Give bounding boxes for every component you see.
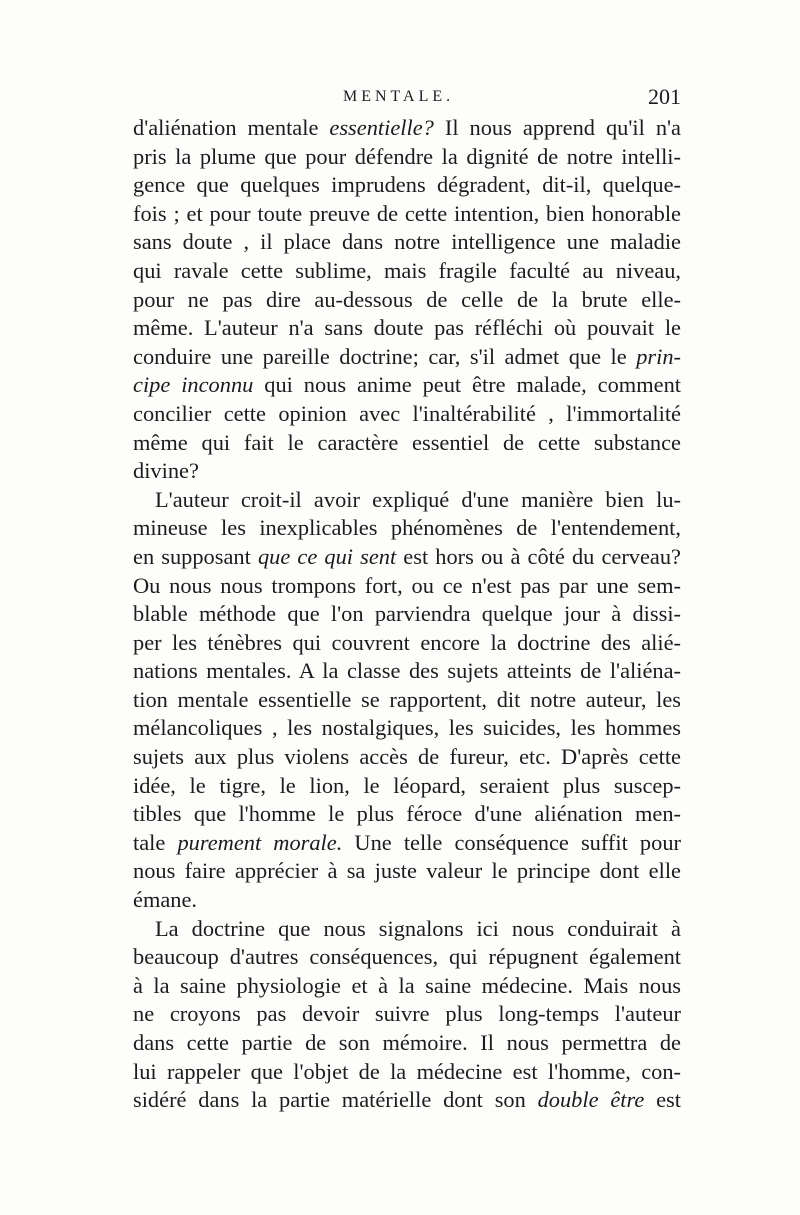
text-line: conduire une pareille doctrine; car, s'il admet que le prin- (133, 343, 681, 369)
text-line: beaucoup d'autres conséquences, qui répugnent également (133, 944, 681, 970)
text-line: même. L'auteur n'a sans doute pas réfléchi où pouvait le (133, 315, 681, 341)
text-line: sidéré dans la partie matérielle dont son double être est (133, 1087, 681, 1113)
text-line: cipe inconnu qui nous anime peut être malade, comment (133, 372, 681, 398)
text-line: lui rappeler que l'objet de la médecine est l'homme, con- (133, 1058, 681, 1084)
text-line: idée, le tigre, le lion, le léopard, seraient plus suscep- (133, 772, 681, 798)
running-title: MENTALE. (343, 88, 455, 105)
text-line: même qui fait le caractère essentiel de cette substance (133, 429, 681, 455)
text-line: Ou nous nous trompons fort, ou ce n'est pas par une sem- (133, 572, 681, 598)
text-line: sans doute , il place dans notre intelligence une maladie (133, 229, 681, 255)
text-line: tion mentale essentielle se rapportent, dit notre auteur, les (133, 686, 681, 712)
text-line: qui ravale cette sublime, mais fragile faculté au niveau, (133, 257, 681, 283)
text-line: La doctrine que nous signalons ici nous conduirait à (155, 915, 681, 941)
text-line: émane. (133, 887, 198, 913)
text-line: tale purement morale. Une telle conséquence suffit pour (133, 829, 681, 855)
text-line: mélancoliques , les nostalgiques, les suicides, les hommes (133, 715, 681, 741)
text-line: à la saine physiologie et à la saine médecine. Mais nous (133, 972, 681, 998)
text-line: sujets aux plus violens accès de fureur, etc. D'après cette (133, 744, 681, 770)
text-line: concilier cette opinion avec l'inaltérabilité , l'immortalité (133, 400, 681, 426)
text-line: pour ne pas dire au-dessous de celle de la brute elle- (133, 286, 681, 312)
text-line: L'auteur croit-il avoir expliqué d'une manière bien lu- (155, 486, 681, 512)
text-line: en supposant que ce qui sent est hors ou à côté du cerveau? (133, 543, 681, 569)
text-line: blable méthode que l'on parviendra quelque jour à dissi- (133, 601, 681, 627)
body-text (133, 114, 681, 1115)
page-number: 201 (648, 84, 681, 109)
text-line: d'aliénation mentale essentielle? Il nous apprend qu'il n'a (133, 115, 681, 140)
text-line: pris la plume que pour défendre la dignité de notre intelli- (133, 143, 681, 169)
text-line: nous faire apprécier à sa juste valeur le principe dont elle (133, 858, 681, 884)
text-line: dans cette partie de son mémoire. Il nous permettra de (133, 1030, 681, 1055)
text-line: mineuse les inexplicables phénomènes de l'entendement, (133, 515, 681, 541)
text-line: gence que quelques imprudens dégradent, dit-il, quelque- (133, 172, 681, 198)
text-line: ne croyons pas devoir suivre plus long-temps l'auteur (133, 1001, 681, 1027)
text-line: tibles que l'homme le plus féroce d'une aliénation men- (133, 801, 681, 827)
text-line: nations mentales. A la classe des sujets atteints de l'aliéna- (133, 658, 681, 684)
text-line: divine? (133, 458, 199, 484)
text-line: per les ténèbres qui couvrent encore la doctrine des alié- (133, 629, 681, 655)
text-line: fois ; et pour toute preuve de cette intention, bien honorable (133, 200, 681, 226)
